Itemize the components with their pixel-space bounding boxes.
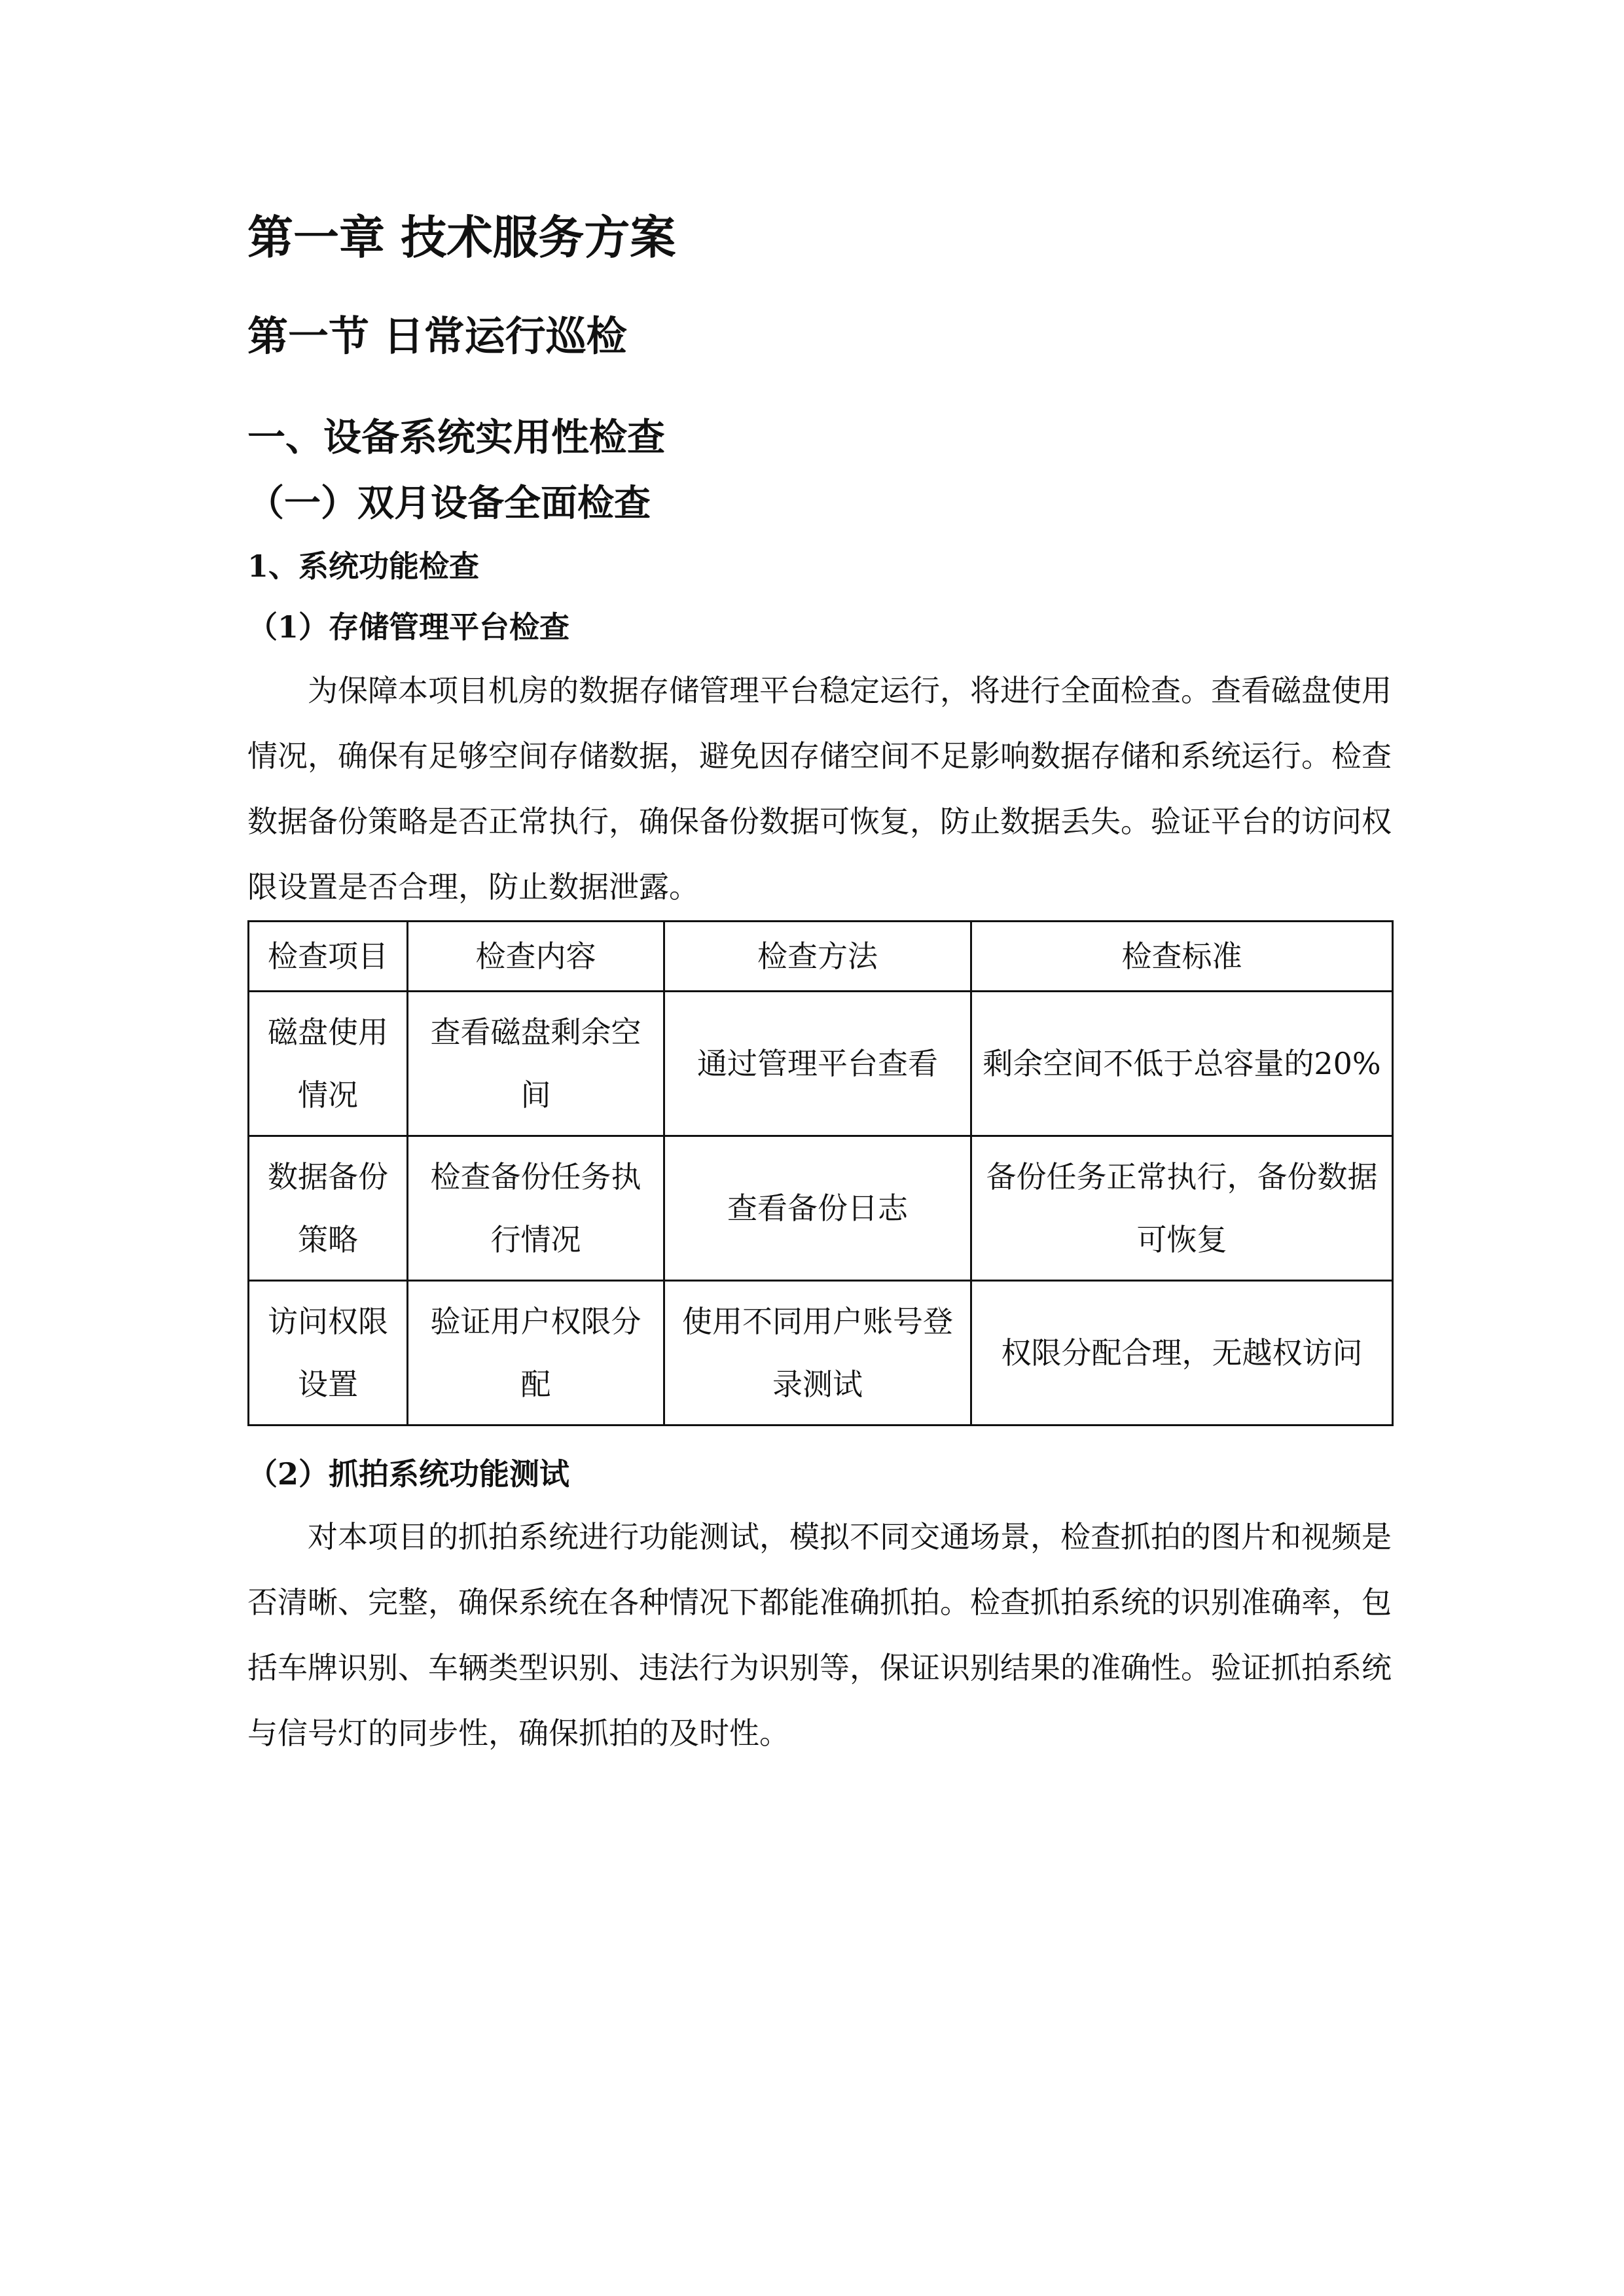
storage-check-title: （1）存储管理平台检查 [247, 609, 570, 645]
table-row [249, 1281, 1393, 1426]
table-cell: 权限分配合理，无越权访问 [971, 1281, 1393, 1426]
table-cell: 剩余空间不低于总容量的20% [971, 992, 1393, 1136]
storage-check-paragraph: 为保障本项目机房的数据存储管理平台稳定运行，将进行全面检查。查看磁盘使用情况，确保有足够空间存储数据，避免因存储空间不足影响数据存储和系统运行。检查数据备份策略是否正常执行，确保备份数据可恢复，防止数据丢失。验证平台的访问权限设置是否合理，防止数据泄露。 [247, 673, 1392, 905]
table-cell: 访问权限设置 [249, 1281, 408, 1426]
check-table [247, 920, 1394, 1426]
table-cell: 查看备份日志 [664, 1136, 971, 1281]
table-row [249, 992, 1393, 1136]
capture-test-paragraph: 对本项目的抓拍系统进行功能测试，模拟不同交通场景，检查抓拍的图片和视频是否清晰、完整，确保系统在各种情况下都能准确抓拍。检查抓拍系统的识别准确率，包括车牌识别、车辆类型识别、违法行为识别等，保证识别结果的准确性。验证抓拍系统与信号灯的同步性，确保抓拍的及时性。 [247, 1519, 1392, 1751]
capture-test-title: （2）抓拍系统功能测试 [247, 1456, 570, 1492]
table-header-cell: 检查标准 [971, 922, 1393, 992]
subsubsection-title: （一）双月设备全面检查 [247, 482, 651, 525]
document-page [247, 0, 1392, 2296]
item-title: 1、系统功能检查 [247, 548, 480, 584]
table-cell: 查看磁盘剩余空间 [408, 992, 664, 1136]
section-title: 第一节 日常运行巡检 [247, 312, 627, 360]
table-cell: 数据备份策略 [249, 1136, 408, 1281]
table-header-cell: 检查方法 [664, 922, 971, 992]
table-cell: 验证用户权限分配 [408, 1281, 664, 1426]
table-cell: 检查备份任务执行情况 [408, 1136, 664, 1281]
table-cell: 通过管理平台查看 [664, 992, 971, 1136]
table-cell: 磁盘使用情况 [249, 992, 408, 1136]
table-header-row [249, 922, 1393, 992]
table-cell: 备份任务正常执行，备份数据可恢复 [971, 1136, 1393, 1281]
table-cell: 使用不同用户账号登录测试 [664, 1281, 971, 1426]
chapter-title: 第一章 技术服务方案 [247, 211, 676, 264]
table-row [249, 1136, 1393, 1281]
subsection-title: 一、设备系统实用性检查 [247, 415, 666, 459]
table-header-cell: 检查内容 [408, 922, 664, 992]
table-header-cell: 检查项目 [249, 922, 408, 992]
